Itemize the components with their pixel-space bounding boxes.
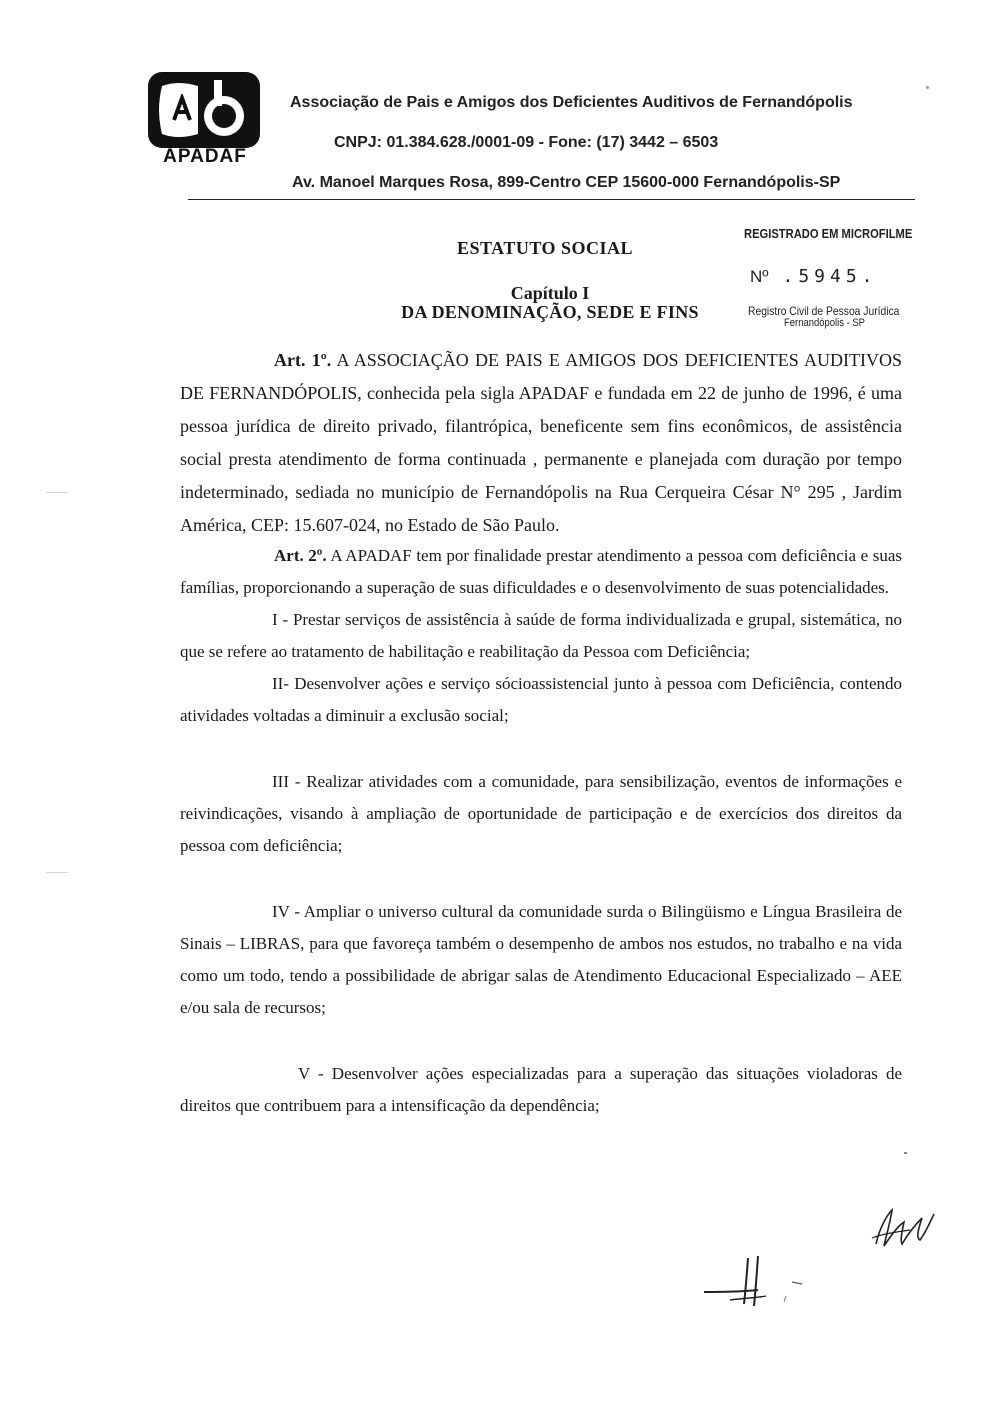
microfilm-stamp [744,226,934,329]
article-2-text: A APADAF tem por finalidade prestar atendimento a pessoa com deficiência e suas famílias, proporcionando a superação de suas dificuldades e o desenvolvimento de suas potencialidades. [180,546,902,597]
logo-emblem-icon [148,72,260,148]
letterhead-divider [188,199,915,200]
article-1-text: A ASSOCIAÇÃO DE PAIS E AMIGOS DOS DEFICIENTES AUDITIVOS DE FERNANDÓPOLIS, conhecida pela sigla APADAF e fundada em 22 de junho de 1996, é uma pessoa jurídica de direito privado, filantrópica, beneficente sem fins econômicos, de assistência social presta atendimento de forma continuada , permanente e planejada com duração por tempo indeterminado, sediada no município de Fernandópolis na Rua Cerqueira César N° 295 , Jardim América, CEP: 15.607-024, no Estado de São Paulo. [180,350,902,535]
apadaf-logo [148,72,260,167]
document-title: ESTATUTO SOCIAL [456,238,634,258]
article-1 [180,344,902,542]
letterhead-org-name: Associação de Pais e Amigos dos Deficientes Auditivos de Fernandópolis [290,94,853,111]
stamp-number-value: .5945. [782,266,878,287]
letterhead-cnpj-phone: CNPJ: 01.384.628./0001-09 - Fone: (17) 3442 – 6503 [334,134,719,151]
chapter-heading: Capítulo I [510,283,590,303]
scan-mark [926,86,929,89]
stamp-number [750,266,878,287]
statute-body [180,344,902,1122]
scan-mark [46,492,68,493]
article-2-item-ii: II- Desenvolver ações e serviço sócioassistencial junto à pessoa com Deficiência, contendo atividades voltadas a diminuir a exclusão social; [180,674,902,725]
article-2-label: Art. 2º. [274,546,327,565]
initials-signature [866,1196,936,1256]
article-2-item-iv: IV - Ampliar o universo cultural da comunidade surda o Bilingüismo e Língua Brasileira de Sinais – LIBRAS, para que favoreça também o desempenho de ambos nos estudos, no trabalho e na vida como um todo, tendo a possibilidade de abrigar salas de Atendimento Educacional Especializado – AEE e/ou sala de recursos; [180,902,902,1017]
stamp-number-label: Nº [750,267,769,286]
scan-mark [46,872,68,873]
scan-mark [904,1152,907,1154]
article-2 [180,540,902,604]
article-2-item-v: V - Desenvolver ações especializadas para a superação das situações violadoras de direitos que contribuem para a intensificação da dependência; [180,1064,902,1115]
stamp-city-line: Fernandópolis - SP [784,317,865,329]
article-2-item-iii: III - Realizar atividades com a comunidade, para sensibilização, eventos de informações e reivindicações, visando à ampliação de oportunidade de participação e de exercícios dos direitos da pessoa com deficiência; [180,772,902,855]
stamp-heading: REGISTRADO EM MICROFILME [744,226,913,241]
letterhead-address: Av. Manoel Marques Rosa, 899-Centro CEP 15600-000 Fernandópolis-SP [292,174,841,191]
handwritten-signature [700,1246,810,1312]
logo-text: APADAF [163,146,247,167]
article-2-item-i: I - Prestar serviços de assistência à saúde de forma individualizada e grupal, sistemática, no que se refere ao tratamento de habilitação e reabilitação da Pessoa com Deficiência; [180,610,902,661]
stamp-registry-line: Registro Civil de Pessoa Jurídica [748,304,900,318]
article-1-label: Art. 1º. [274,350,332,370]
chapter-title: DA DENOMINAÇÃO, SEDE E FINS [401,302,699,322]
logo-letter-mark [170,94,194,124]
